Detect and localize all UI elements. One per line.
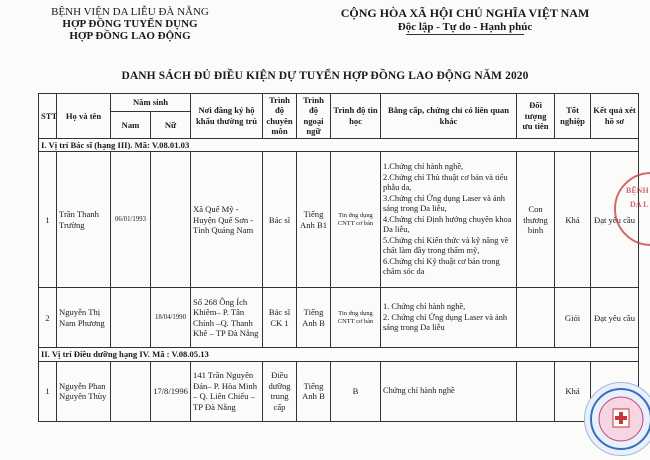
cell-name: Trần Thanh Trường	[57, 152, 111, 288]
col-language: Trình độ ngoại ngữ	[297, 94, 331, 139]
cell-priority	[517, 288, 555, 348]
col-specialty: Trình độ chuyên môn	[263, 94, 297, 139]
candidate-table	[38, 93, 639, 422]
col-grade: Tốt nghiệp	[555, 94, 591, 139]
cell-it: Tin ứng dụng CNTT cơ bản	[331, 288, 381, 348]
table-row	[39, 288, 639, 348]
cell-female: 17/8/1996	[151, 361, 191, 421]
hospital-logo-icon	[585, 383, 650, 455]
cell-name: Nguyễn Thị Nam Phương	[57, 288, 111, 348]
cell-residence: Số 268 Ông Ích Khiêm– P. Tân Chính –Q. Thanh Khê – TP Đà Nẵng	[191, 288, 263, 348]
stamp-text: DA L	[630, 200, 649, 209]
cell-stt: 1	[39, 152, 57, 288]
cell-result: Đạt yêu cầu	[591, 152, 639, 288]
cell-result: Đạt yêu cầu	[591, 288, 639, 348]
stamp-text: BỆNH	[626, 186, 649, 195]
col-stt: STT	[39, 94, 57, 139]
col-dob: Năm sinh	[111, 94, 191, 112]
council-name-1: HỢP ĐỒNG TUYỂN DỤNG	[62, 18, 198, 30]
col-residence: Nơi đăng ký hộ khẩu thường trú	[191, 94, 263, 139]
organization-header	[30, 6, 230, 42]
cell-grade: Khá	[555, 361, 591, 421]
cell-language: Tiếng Anh B	[297, 288, 331, 348]
cell-language: Tiếng Anh B	[297, 361, 331, 421]
cell-qualifications: 1. Chứng chỉ hành nghề, 2. Chứng chỉ Ứng dụng Laser và ánh sáng trong Da liễu	[381, 288, 517, 348]
section-title: II. Vị trí Điều dưỡng hạng IV. Mã : V.08.05.13	[39, 348, 639, 361]
col-it: Trình độ tin học	[331, 94, 381, 139]
cell-female	[151, 152, 191, 288]
section-row	[39, 138, 639, 151]
cell-it: Tin ứng dụng CNTT cơ bản	[331, 152, 381, 288]
cell-name: Nguyễn Phan Nguyên Thùy	[57, 361, 111, 421]
cell-specialty: Điều dưỡng trung cấp	[263, 361, 297, 421]
col-priority: Đối tượng ưu tiên	[517, 94, 555, 139]
cell-residence: 141 Trần Nguyên Đán– P. Hòa Minh – Q. Liên Chiểu – TP Đà Nẵng	[191, 361, 263, 421]
col-qualifications: Bằng cấp, chứng chỉ có liên quan khác	[381, 94, 517, 139]
hospital-logo	[584, 382, 650, 456]
cell-language: Tiếng Anh B1	[297, 152, 331, 288]
section-title: I. Vị trí Bác sĩ (hạng III). Mã: V.08.01.03	[39, 138, 639, 151]
cell-specialty: Bác sĩ CK 1	[263, 288, 297, 348]
council-name-2: HỢP ĐỒNG LAO ĐỘNG	[69, 30, 191, 42]
col-name: Họ và tên	[57, 94, 111, 139]
table-row	[39, 152, 639, 288]
cell-qualifications: Chứng chỉ hành nghề	[381, 361, 517, 421]
motto-underline	[406, 34, 524, 35]
cell-it: B	[331, 361, 381, 421]
cell-male	[111, 361, 151, 421]
cell-qualifications: 1.Chứng chỉ hành nghề, 2.Chứng chỉ Thủ thuật cơ bản và tiểu phẫu da, 3.Chứng chỉ Ứng dụng Laser và ánh sáng trong Da liễu, 4.Chứng chỉ Định hướng chuyên khoa Da liễu, 5.Chứng chỉ Kiến thức và kỹ năng về chất làm đầy trong thẩm mỹ, 6.Chứng chỉ Kỹ thuật cơ bản trong chăm sóc da	[381, 152, 517, 288]
national-header	[298, 6, 632, 35]
hospital-name: BỆNH VIỆN DA LIỄU ĐÀ NẴNG	[51, 6, 209, 18]
cell-stt: 1	[39, 361, 57, 421]
col-male: Nam	[111, 111, 151, 138]
cell-priority	[517, 361, 555, 421]
cell-stt: 2	[39, 288, 57, 348]
country-name: CỘNG HÒA XÃ HỘI CHỦ NGHĨA VIỆT NAM	[340, 6, 590, 20]
cell-grade: Khá	[555, 152, 591, 288]
cell-male	[111, 288, 151, 348]
cell-priority: Con thương binh	[517, 152, 555, 288]
cell-female: 18/04/1990	[151, 288, 191, 348]
cell-specialty: Bác sĩ	[263, 152, 297, 288]
cell-grade: Giỏi	[555, 288, 591, 348]
col-result: Kết quả xét hồ sơ	[591, 94, 639, 139]
table-row	[39, 361, 639, 421]
cell-residence: Xã Quế Mỹ - Huyện Quế Sơn - Tỉnh Quảng Nam	[191, 152, 263, 288]
col-female: Nữ	[151, 111, 191, 138]
document-title: DANH SÁCH ĐỦ ĐIỀU KIỆN DỰ TUYỂN HỢP ĐỒNG LAO ĐỘNG NĂM 2020	[121, 70, 529, 82]
cell-male: 06/01/1993	[111, 152, 151, 288]
national-motto: Độc lập - Tự do - Hạnh phúc	[397, 21, 533, 33]
section-row	[39, 348, 639, 361]
header-row-1	[39, 94, 639, 112]
